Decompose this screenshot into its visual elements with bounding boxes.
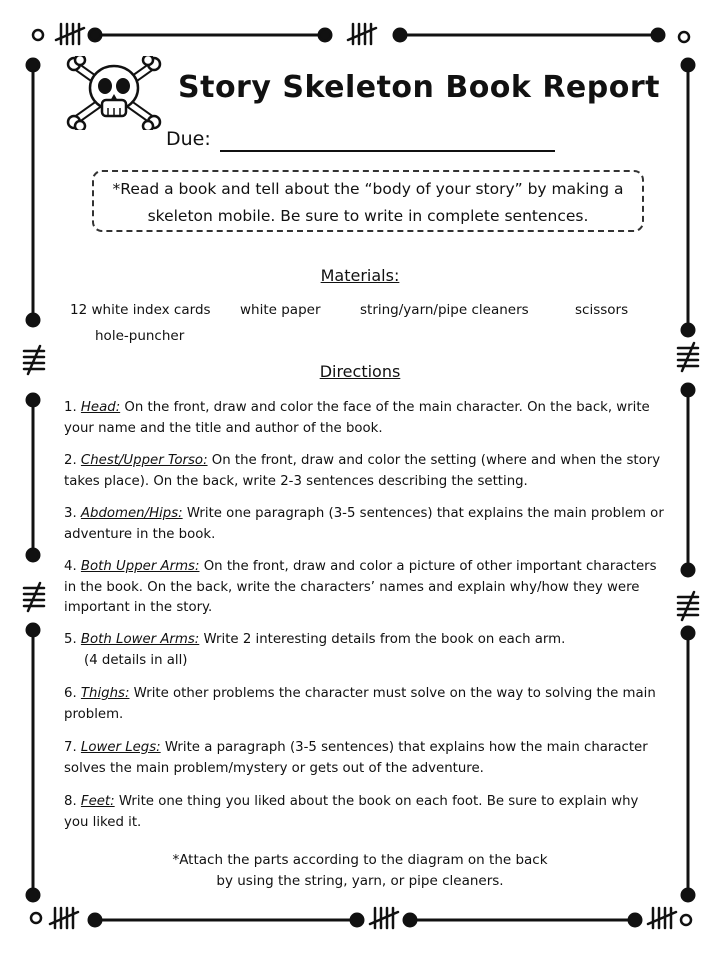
direction-item <box>64 630 664 671</box>
material-item: hole-puncher <box>95 328 185 344</box>
direction-item <box>64 398 664 439</box>
direction-text: On the front, draw and color a picture of other important characters in the book. On the back, write the characters’ names and explain why/how they were important in the story. <box>64 559 657 615</box>
direction-label: Both Upper Arms: <box>80 559 200 574</box>
direction-label: Abdomen/Hips: <box>80 506 183 521</box>
due-label: Due: <box>166 128 211 150</box>
directions-heading: Directions <box>319 362 401 381</box>
material-item: white paper <box>240 302 321 318</box>
direction-label: Lower Legs: <box>80 740 161 755</box>
direction-text: Write other problems the character must solve on the way to solving the main problem. <box>64 686 656 722</box>
direction-number: 3. <box>64 506 77 521</box>
materials-heading: Materials: <box>320 266 400 285</box>
direction-item <box>64 504 664 545</box>
direction-number: 4. <box>64 559 77 574</box>
due-blank-line <box>220 150 555 152</box>
direction-text: On the front, draw and color the setting (where and when the story takes place). On the back, write 2-3 sentences describing the setting. <box>64 453 661 489</box>
direction-number: 2. <box>64 453 77 468</box>
material-item: string/yarn/pipe cleaners <box>360 302 529 318</box>
direction-number: 7. <box>64 740 77 755</box>
direction-item <box>64 557 664 619</box>
attach-note-line-1: *Attach the parts according to the diagram on the back <box>172 852 548 868</box>
direction-text: On the front, draw and color the face of the main character. On the back, write your name and the title and author of the book. <box>64 400 650 436</box>
direction-label: Feet: <box>80 794 115 809</box>
page-title: Story Skeleton Book Report <box>178 70 660 105</box>
direction-label: Head: <box>80 400 121 415</box>
direction-label: Chest/Upper Torso: <box>80 453 208 468</box>
attach-note-line-2: by using the string, yarn, or pipe cleaners. <box>216 873 504 889</box>
direction-number: 6. <box>64 686 77 701</box>
material-item: scissors <box>575 302 629 318</box>
attach-note <box>100 850 620 892</box>
instructions-line-2: skeleton mobile. Be sure to write in complete sentences. <box>147 207 589 225</box>
direction-number: 8. <box>64 794 77 809</box>
direction-item <box>64 738 664 779</box>
direction-number: 1. <box>64 400 77 415</box>
instructions-box <box>92 170 644 232</box>
direction-number: 5. <box>64 632 77 647</box>
direction-text: Write a paragraph (3-5 sentences) that explains how the main character solves the main problem/mystery or gets out of the adventure. <box>64 740 648 776</box>
direction-text: Write one thing you liked about the book on each foot. Be sure to explain why you liked it. <box>64 794 639 830</box>
material-item: 12 white index cards <box>70 302 211 318</box>
direction-item <box>64 451 664 492</box>
direction-label: Thighs: <box>80 686 130 701</box>
direction-extra: (4 details in all) <box>84 652 188 668</box>
direction-label: Both Lower Arms: <box>80 632 200 647</box>
instructions-line-1: *Read a book and tell about the “body of your story” by making a <box>112 180 624 198</box>
skull-crossbones-icon <box>66 56 162 130</box>
direction-item <box>64 684 664 725</box>
direction-text: Write one paragraph (3-5 sentences) that explains the main problem or adventure in the book. <box>64 506 664 542</box>
direction-text: Write 2 interesting details from the book on each arm. <box>199 632 566 647</box>
direction-item <box>64 792 664 833</box>
